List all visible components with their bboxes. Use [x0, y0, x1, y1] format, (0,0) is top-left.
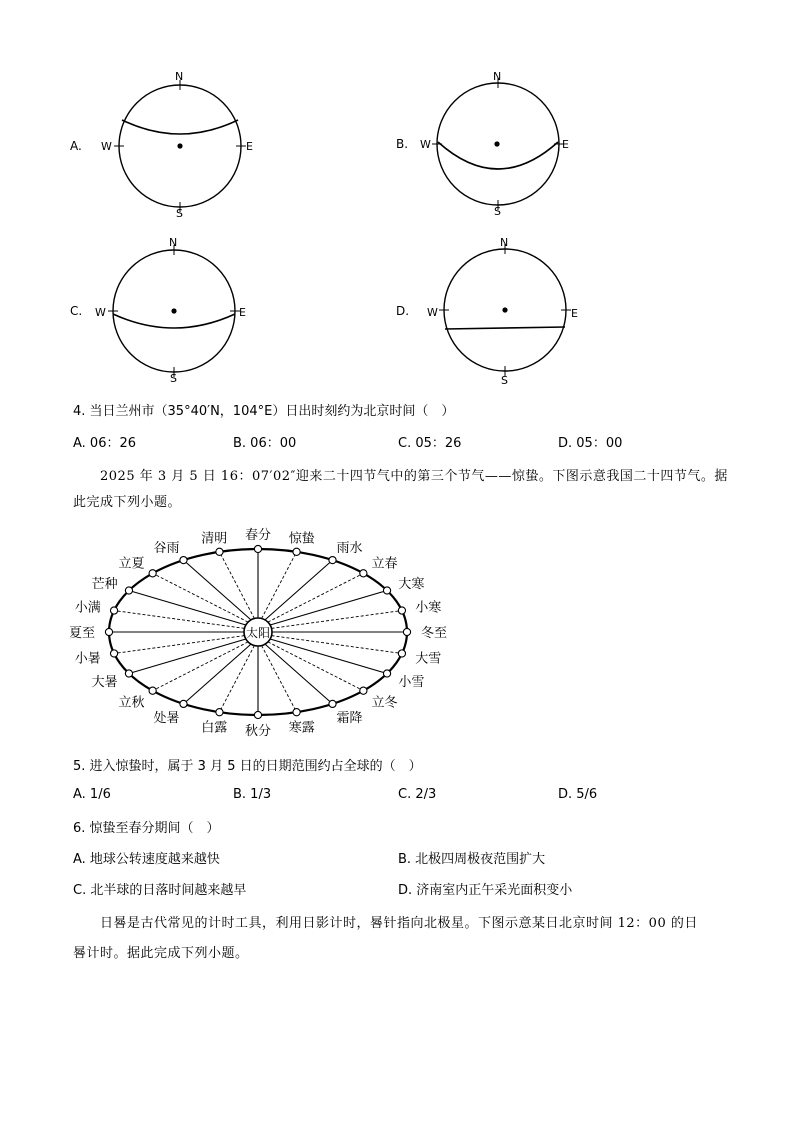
spoke-line: [270, 639, 387, 674]
term-label: 立秋: [118, 695, 145, 711]
term-label: 立冬: [371, 695, 398, 711]
spoke-line: [114, 611, 244, 629]
q6-option-a[interactable]: A. 地球公转速度越来越快: [73, 852, 220, 867]
q6-option-b[interactable]: B. 北极四周极夜范围扩大: [398, 852, 546, 867]
term-label: 秋分: [244, 724, 272, 739]
term-marker: [110, 650, 117, 657]
east-label: E: [239, 306, 246, 319]
term-label: 小暑: [74, 651, 101, 667]
spoke-line: [265, 560, 333, 620]
north-label: N: [500, 236, 509, 249]
term-marker: [383, 670, 390, 677]
south-label: S: [176, 207, 183, 220]
east-label: E: [562, 138, 569, 151]
north-label: N: [493, 70, 502, 83]
term-label: 白露: [201, 720, 228, 736]
center-dot: [494, 141, 499, 146]
q5-option-d[interactable]: D. 5/6: [558, 787, 598, 802]
intro-paragraph-line2: 此完成下列小题。: [73, 495, 182, 510]
north-label: N: [169, 236, 178, 249]
term-label: 立春: [371, 556, 398, 572]
term-marker: [216, 548, 223, 555]
term-label: 大雪: [415, 651, 442, 667]
q4-option-a[interactable]: A. 06：26: [73, 436, 137, 451]
q5-option-b[interactable]: B. 1/3: [233, 787, 272, 802]
term-label: 大寒: [398, 577, 425, 592]
terminator-arc: [122, 120, 238, 134]
term-marker: [125, 587, 132, 594]
term-marker: [254, 711, 261, 718]
term-label: 夏至: [68, 626, 95, 641]
north-label: N: [175, 70, 184, 83]
sun-label: 太阳: [245, 626, 271, 640]
term-label: 谷雨: [153, 541, 180, 557]
term-marker: [398, 650, 405, 657]
spoke-line: [272, 636, 402, 654]
question-6-stem: 6. 惊蛰至春分期间（ ）: [73, 821, 220, 836]
term-label: 大暑: [91, 675, 118, 690]
term-marker: [360, 570, 367, 577]
term-label: 霜降: [336, 710, 363, 726]
term-label: 冬至: [421, 626, 448, 641]
q5-option-a[interactable]: A. 1/6: [73, 787, 111, 802]
term-marker: [398, 607, 405, 614]
term-marker: [180, 700, 187, 707]
term-label: 春分: [244, 528, 272, 543]
term-marker: [403, 628, 410, 635]
option-letter: C.: [70, 304, 83, 318]
term-marker: [216, 709, 223, 716]
spoke-line: [268, 642, 363, 691]
center-dot: [171, 308, 176, 313]
terminator-arc: [113, 314, 235, 328]
east-label: E: [571, 307, 578, 320]
term-marker: [329, 557, 336, 564]
term-marker: [180, 557, 187, 564]
term-marker: [110, 607, 117, 614]
term-marker: [329, 700, 336, 707]
sphere-option-a: [70, 70, 253, 220]
intro-paragraph-line1: 2025 年 3 月 5 日 16：07′02″迎来二十四节气中的第三个节气——惊蛰。下图示意我国二十四节气。据: [100, 469, 728, 484]
spoke-line: [262, 646, 297, 713]
term-marker: [383, 587, 390, 594]
q4-option-d[interactable]: D. 05：00: [558, 436, 623, 451]
term-label: 小寒: [415, 600, 442, 616]
term-marker: [149, 570, 156, 577]
spoke-line: [184, 644, 252, 704]
term-marker: [105, 628, 112, 635]
west-label: W: [95, 306, 106, 319]
south-label: S: [501, 374, 508, 387]
sphere-options-figure: [0, 0, 794, 400]
sphere-option-c: [70, 236, 246, 385]
term-label: 处暑: [153, 710, 180, 726]
spoke-line: [272, 611, 402, 629]
spoke-line: [129, 591, 246, 626]
terminator-arc: [445, 327, 565, 329]
term-marker: [293, 548, 300, 555]
spoke-line: [153, 642, 248, 691]
intro2-paragraph-line2: 晷计时。据此完成下列小题。: [73, 946, 249, 961]
spoke-line: [268, 573, 363, 622]
center-dot: [502, 307, 507, 312]
q4-option-c[interactable]: C. 05：26: [398, 436, 462, 451]
term-label: 寒露: [288, 720, 315, 736]
sphere-option-d: [396, 236, 578, 387]
term-label: 雨水: [336, 541, 363, 557]
term-label: 惊蛰: [288, 531, 315, 547]
center-dot: [177, 143, 182, 148]
term-marker: [254, 545, 261, 552]
term-marker: [149, 687, 156, 694]
south-label: S: [494, 205, 501, 218]
question-4-stem: 4. 当日兰州市（35°40′N，104°E）日出时刻约为北京时间（ ）: [73, 404, 455, 419]
term-label: 芒种: [91, 577, 118, 592]
term-label: 清明: [201, 531, 228, 547]
spoke-line: [265, 644, 333, 704]
term-label: 小满: [74, 600, 101, 616]
q5-option-c[interactable]: C. 2/3: [398, 787, 437, 802]
spoke-line: [153, 573, 248, 622]
option-letter: B.: [396, 137, 409, 151]
term-marker: [360, 687, 367, 694]
solar-terms-diagram: [60, 520, 460, 750]
q4-option-b[interactable]: B. 06：00: [233, 436, 297, 451]
option-letter: D.: [396, 304, 410, 318]
question-5-stem: 5. 进入惊蛰时，属于 3 月 5 日的日期范围约占全球的（ ）: [73, 759, 422, 774]
spoke-line: [219, 646, 254, 713]
term-marker: [125, 670, 132, 677]
option-letter: A.: [70, 139, 82, 153]
spoke-line: [129, 639, 246, 674]
q6-option-d[interactable]: D. 济南室内正午采光面积变小: [398, 883, 573, 898]
spoke-line: [219, 552, 254, 619]
term-label: 立夏: [118, 556, 145, 572]
west-label: W: [101, 140, 112, 153]
west-label: W: [427, 306, 438, 319]
q6-option-c[interactable]: C. 北半球的日落时间越来越早: [73, 883, 247, 898]
spoke-line: [114, 636, 244, 654]
spoke-line: [184, 560, 252, 620]
spoke-line: [262, 552, 297, 619]
east-label: E: [246, 140, 253, 153]
intro2-paragraph-line1: 日晷是古代常见的计时工具，利用日影计时，晷针指向北极星。下图示意某日北京时间 12：00 的日: [100, 916, 698, 931]
term-label: 小雪: [398, 675, 425, 690]
sphere-option-b: [396, 70, 569, 218]
south-label: S: [170, 372, 177, 385]
term-marker: [293, 709, 300, 716]
west-label: W: [420, 138, 431, 151]
spoke-line: [270, 591, 387, 626]
